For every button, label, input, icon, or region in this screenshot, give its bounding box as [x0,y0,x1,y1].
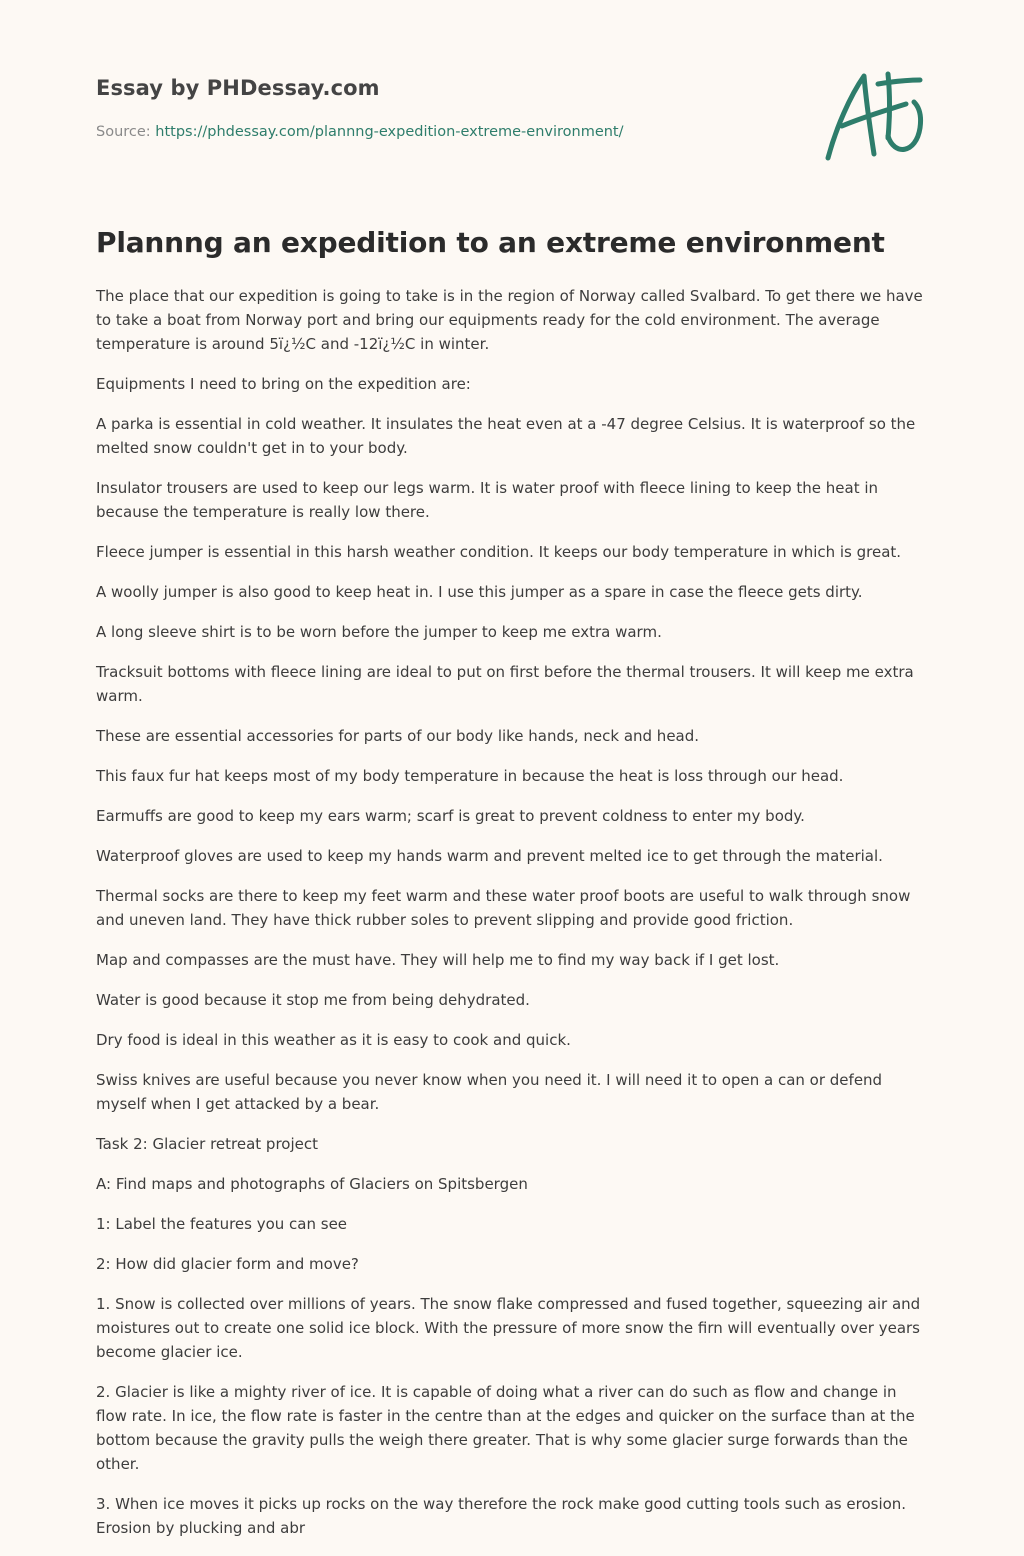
essay-paragraph: Earmuffs are good to keep my ears warm; scarf is great to prevent coldness to enter my body. [96,807,805,825]
essay-paragraph: Insulator trousers are used to keep our legs warm. It is water proof with fleece lining to keep the heat in because the temperature is really low there. [96,479,879,521]
essay-paragraph: These are essential accessories for parts of our body like hands, neck and head. [96,727,700,745]
source-label: Source: [96,124,156,140]
essay-paragraph: Map and compasses are the must have. They will help me to find my way back if I get lost. [96,951,780,969]
essay-paragraph: A long sleeve shirt is to be worn before the jumper to keep me extra warm. [96,623,662,641]
essay-paragraph: Task 2: Glacier retreat project [96,1135,318,1153]
essay-paragraph: 2. Glacier is like a mighty river of ice. It is capable of doing what a river can do such as flow and change in flow rate. In ice, the flow rate is faster in the centre than at the edges and quicker on the surface than at the bottom because the gravity pulls the weigh there greater. That is why some glacier surge forwards than the other. [96,1383,915,1473]
essay-paragraph: The place that our expedition is going to take is in the region of Norway called Svalbard. To get there we have to take a boat from Norway port and bring our equipments ready for the cold environment. The average temperature is around 5ï¿½C and -12ï¿½C in winter. [96,287,923,353]
essay-paragraph: A woolly jumper is also good to keep heat in. I use this jumper as a spare in case the fleece gets dirty. [96,583,863,601]
essay-paragraph: 3. When ice moves it picks up rocks on the way therefore the rock make good cutting tools such as erosion. Erosion by plucking and abr [96,1495,907,1537]
essay-title: Plannng an expedition to an extreme environment [96,226,885,259]
a-plus-logo-icon [820,66,930,166]
essay-paragraph: Equipments I need to bring on the expedition are: [96,375,471,393]
essay-paragraph: A parka is essential in cold weather. It insulates the heat even at a -47 degree Celsius. It is waterproof so the melted snow couldn't get in to your body. [96,415,916,457]
essay-paragraph: Water is good because it stop me from being dehydrated. [96,991,530,1009]
essay-paragraph: A: Find maps and photographs of Glaciers on Spitsbergen [96,1175,528,1193]
essay-paragraph: Tracksuit bottoms with fleece lining are ideal to put on first before the thermal trousers. It will keep me extra warm. [96,663,914,705]
source-line [96,124,624,140]
essay-body [96,284,932,1556]
essay-paragraph: Thermal socks are there to keep my feet warm and these water proof boots are useful to walk through snow and uneven land. They have thick rubber soles to prevent slipping and provide good friction. [96,887,911,929]
essay-paragraph: This faux fur hat keeps most of my body temperature in because the heat is loss through our head. [96,767,844,785]
essay-paragraph: Dry food is ideal in this weather as it is easy to cook and quick. [96,1031,571,1049]
essay-paragraph: 2: How did glacier form and move? [96,1255,359,1273]
source-link[interactable]: https://phdessay.com/plannng-expedition-extreme-environment/ [155,124,624,140]
essay-paragraph: 1: Label the features you can see [96,1215,348,1233]
site-brand: Essay by PHDessay.com [96,76,380,100]
essay-paragraph: Fleece jumper is essential in this harsh weather condition. It keeps our body temperature in which is great. [96,543,902,561]
essay-paragraph: Waterproof gloves are used to keep my hands warm and prevent melted ice to get through the material. [96,847,883,865]
essay-paragraph: Swiss knives are useful because you never know when you need it. I will need it to open a can or defend myself when I get attacked by a bear. [96,1071,883,1113]
essay-paragraph: 1. Snow is collected over millions of years. The snow flake compressed and fused together, squeezing air and moistures out to create one solid ice block. With the pressure of more snow the firn will eventually over years become glacier ice. [96,1295,921,1361]
